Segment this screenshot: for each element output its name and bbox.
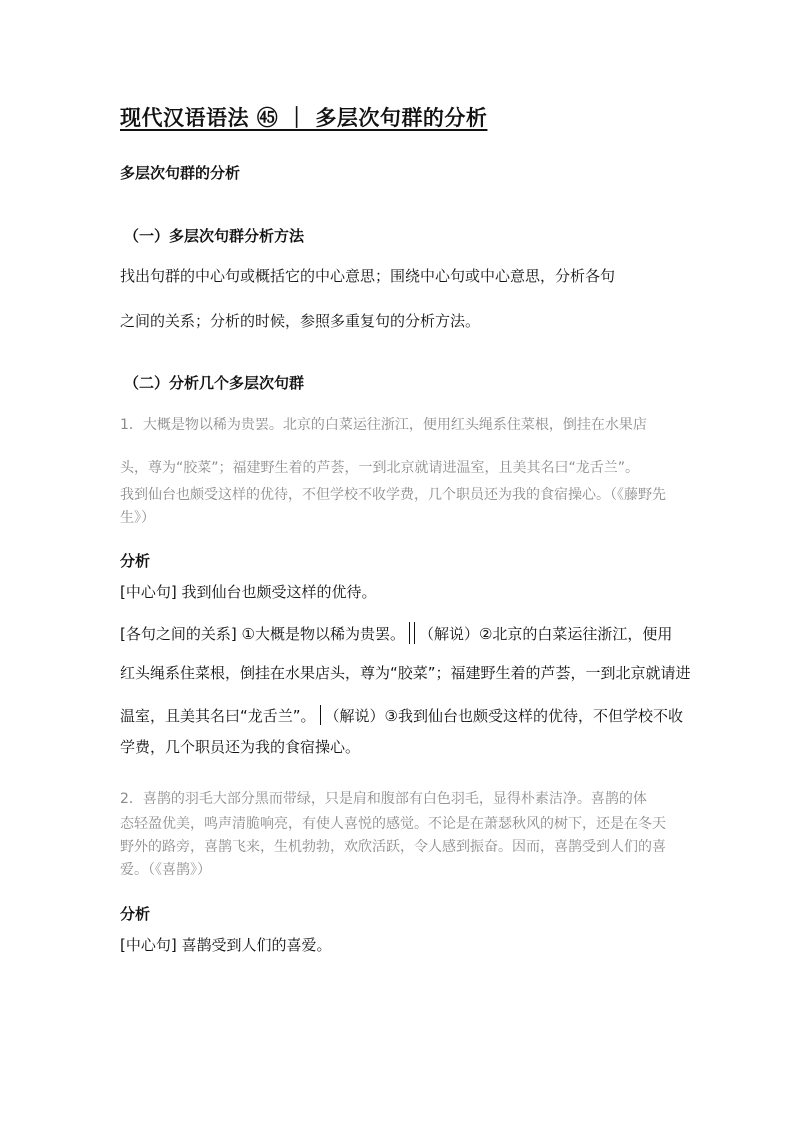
double-divider-mark xyxy=(409,622,415,644)
example-1-line-3: 我到仙台也颇受这样的优待，不但学校不收学费，几个职员还为我的食宿操心。（《藤野先生》） xyxy=(120,487,666,526)
center-sentence-tag: [中心句] xyxy=(120,936,177,954)
example-1-relation-line-4: 学费，几个职员还为我的食宿操心。 xyxy=(120,738,361,756)
relation-text-1a: ①大概是物以稀为贵罢。 xyxy=(241,625,405,643)
example-1-relation-line-2: 红头绳系住菜根，倒挂在水果店头，尊为“胶菜”；福建野生着的芦荟，一到北京就请进 xyxy=(120,664,691,682)
relation-tag: [各句之间的关系] xyxy=(120,625,237,643)
page-subtitle: 多层次句群的分析 xyxy=(120,164,241,182)
page-title: 现代汉语语法 ㊺ ｜ 多层次句群的分析 xyxy=(120,106,488,130)
center-sentence-text: 我到仙台也颇受这样的优待。 xyxy=(181,583,377,601)
method-line-1: 找出句群的中心句或概括它的中心意思；围绕中心句或中心意思，分析各句 xyxy=(120,267,616,285)
example-2-center-sentence xyxy=(120,934,332,955)
center-sentence-tag: [中心句] xyxy=(120,583,177,601)
example-2-line-1: 2．喜鹊的羽毛大部分黑而带绿，只是肩和腹部有白色羽毛，显得朴素洁净。喜鹊的体 xyxy=(120,791,647,807)
section-heading-method: （一）多层次句群分析方法 xyxy=(124,227,305,245)
example-2-analysis-label: 分析 xyxy=(120,905,151,923)
example-1-relation-line-1 xyxy=(120,622,672,644)
relation-text-3b: （解说）③我到仙台也颇受这样的优待，不但学校不收 xyxy=(324,707,683,725)
example-1-center-sentence xyxy=(120,581,377,602)
example-2-line-2: 态轻盈优美，鸣声清脆响亮，有使人喜悦的感觉。不论是在萧瑟秋风的树下，还是在冬天野外的路旁，喜鹊飞来，生机勃勃，欢欣活跃，令人感到振奋。因而，喜鹊受到人们的喜爱。（《喜鹊》） xyxy=(120,816,666,878)
relation-text-1b: （解说）②北京的白菜运往浙江，便用 xyxy=(418,625,673,643)
method-line-2: 之间的关系；分析的时候，参照多重复句的分析方法。 xyxy=(120,312,481,330)
center-sentence-text: 喜鹊受到人们的喜爱。 xyxy=(181,936,332,954)
single-divider-mark xyxy=(320,705,321,725)
section-heading-examples: （二）分析几个多层次句群 xyxy=(124,374,305,392)
example-1-analysis-label: 分析 xyxy=(120,552,151,570)
example-1-relation-line-3 xyxy=(120,705,683,726)
example-1-line-1: 1．大概是物以稀为贵罢。北京的白菜运往浙江，便用红头绳系住菜根，倒挂在水果店 xyxy=(120,417,647,433)
example-1-line-2: 头，尊为“胶菜”；福建野生着的芦荟，一到北京就请进温室，且美其名曰“龙舌兰”。 xyxy=(120,460,640,476)
relation-text-3a: 温室，且美其名曰“龙舌兰”。 xyxy=(120,707,316,725)
